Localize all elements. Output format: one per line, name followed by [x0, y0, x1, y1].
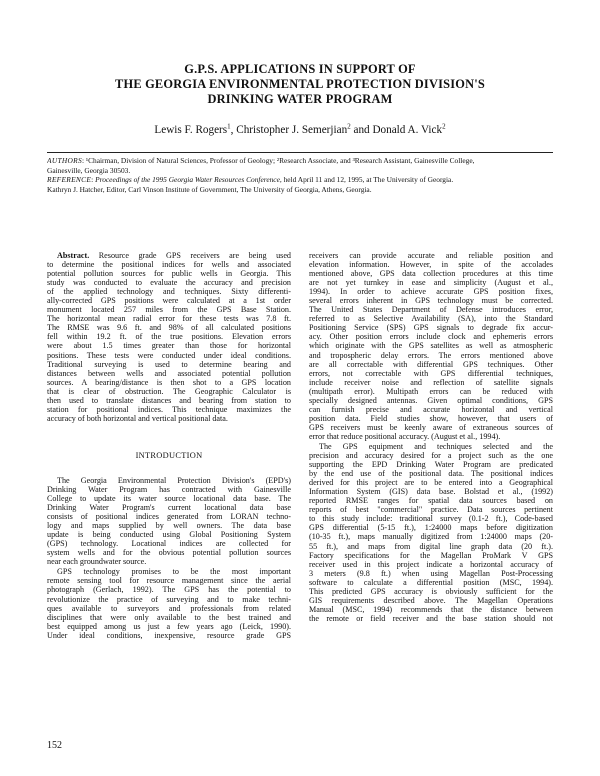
body-line: can furnish precise and accurate horizontal and vertical [309, 404, 553, 414]
body-line: revolutionize the practice of surveying and to make techni- [47, 594, 291, 604]
metadata-rule [47, 152, 553, 153]
reference-separator: : [91, 175, 96, 185]
abstract-line: station for positional indices. This technique maximizes the [47, 404, 291, 414]
body-line: by the end use of the positional data. The positional indices [309, 469, 553, 479]
body-line: several errors inherent in GPS technology must be corrected. [309, 296, 553, 306]
body-paragraph [309, 251, 553, 441]
reference-text: held April 11 and 12, 1995, at The University of Georgia. [281, 175, 454, 185]
body-line: referred to as Selective Availability (SA), into the Standard [309, 314, 553, 324]
author-separator: and [350, 124, 373, 136]
body-line: Information System (GIS) data base. Bolstad et al., (1992) [309, 487, 553, 497]
abstract-line: Traditional surveying is used to determine bearing and [47, 359, 291, 369]
body-line: which originate with the GPS satellites as well as atmospheric [309, 341, 553, 351]
author-name: Lewis F. Rogers [154, 124, 228, 136]
body-line: acy. Other position errors include clock and ephemeris errors [309, 332, 553, 342]
reference-label: REFERENCE [47, 175, 92, 185]
body-line: 3 meters (9.8 ft.) when using Magellan Post-Processing [309, 568, 553, 578]
body-line: Under ideal conditions, inexpensive, resource grade GPS [47, 630, 291, 640]
author-name: Donald A. Vick [372, 124, 443, 136]
body-line: software to calculate a differential position (MSC, 1994). [309, 577, 553, 587]
right-column [309, 251, 553, 623]
body-line: The Georgia Environmental Protection Division's (EPD's) [57, 475, 291, 485]
author-separator: , [230, 124, 237, 136]
abstract-line: then used to translate distances and bearing from station to [47, 395, 291, 405]
body-line: near each groundwater source. [47, 557, 147, 567]
affiliation-address: Gainesville, Georgia 30503. [47, 165, 131, 175]
abstract-line: of the applied technology and techniques. Sixty differenti- [47, 287, 291, 297]
body-line: photograph (Gerlach, 1992). The GPS has the potential to [47, 585, 291, 595]
body-line: logy and maps supplied by well owners. The data base [47, 521, 291, 531]
reference-editor-line: Kathryn J. Hatcher, Editor, Carl Vinson Institute of Government, The University of Georgia, Athens, Georgia. [47, 184, 372, 194]
page-number: 152 [47, 740, 62, 751]
abstract-line: sources. A bearing/distance is then shot to a GPS location [47, 377, 291, 387]
body-line: 1994). In order to achieve accurate GPS position fixes, [309, 287, 553, 297]
body-line: system wells and for the obvious potential pollution sources [47, 548, 291, 558]
body-line: Drinking Water Program has contracted with Gainesville [47, 484, 291, 494]
authors-label: AUTHORS [47, 156, 82, 165]
body-line: Drinking Water Program's current locational data base [47, 503, 291, 513]
body-line: mentioned above, GPS data collection procedures at this time [309, 269, 553, 279]
body-line: This predicted GPS accuracy is obviously sufficient for the [309, 586, 553, 596]
body-line: (10-35 ft.), maps manually digitized from 1:24000 maps (20- [309, 532, 553, 542]
abstract-line: study was conducted to evaluate the accuracy and precision [47, 278, 291, 288]
body-line: error that reduce positional accuracy. (August et al., 1994). [309, 431, 501, 441]
proceedings-title: Proceedings of the 1995 Georgia Water Resources Conference, [95, 175, 282, 185]
body-line: derived for this project are to be entered into a Geographical [309, 478, 553, 488]
body-paragraph [309, 442, 553, 623]
abstract-label: Abstract. [57, 251, 90, 260]
body-line: precision and accuracy desired for a project such as the one [309, 451, 553, 461]
body-line: disciplines that were only available to the best trained and [47, 612, 291, 622]
body-line: GIS requirements described above. The Magellan Operations [309, 595, 553, 605]
body-line: (GPS) technology. Locational indices are collected for [47, 539, 291, 549]
abstract-line: were about 1.5 times greater than those for horizontal [47, 341, 291, 351]
body-line: supporting the EPD Drinking Water Program are predicated [309, 460, 553, 470]
body-line: GPS technology promises to be the most important [57, 567, 291, 577]
reference-line [47, 175, 553, 185]
body-line: update is being conducted using Global Positioning System [47, 530, 291, 540]
author-affiliation-mark: 1 [227, 122, 231, 131]
body-line: The United States Department of Defense introduces error, [309, 305, 553, 315]
body-line: remote sensing tool for resource management since the aerial [47, 576, 291, 586]
body-line: the remote or field receiver and the base station should not [309, 613, 553, 623]
abstract-line: ally-corrected GPS positions were calculated at a 1st order [47, 296, 291, 306]
title-line: G.P.S. APPLICATIONS IN SUPPORT OF [184, 62, 416, 76]
author-affiliation-mark: 2 [442, 122, 446, 131]
abstract-line: fell within 19.2 ft. of the true positions. Elevation errors [47, 332, 291, 342]
section-heading-introduction: INTRODUCTION [135, 450, 203, 460]
title-line: THE GEORGIA ENVIRONMENTAL PROTECTION DIVISION'S [115, 77, 485, 91]
body-line: reported RMSE ranges for spatial data sources based on [309, 496, 553, 506]
abstract-line: The horizontal mean radial error for these tests was 7.8 ft. [47, 314, 291, 324]
abstract-line: accuracy of both horizontal and vertical positional data. [47, 413, 228, 423]
abstract-line: distances between wells and associated potential pollution [47, 368, 291, 378]
body-line: errors, not correctable with GPS differential techniques, [309, 368, 553, 378]
author-list [60, 124, 540, 136]
body-line: consists of positional indices generated from LORAN techno- [47, 512, 291, 522]
body-line: The GPS equipment and techniques selected and the [319, 441, 553, 451]
abstract-line: positions. These tests were conducted under ideal conditions. [47, 350, 291, 360]
body-line: include receiver noise and reflection of satellite signals [309, 377, 553, 387]
body-line: position data. Field studies show, however, that users of [309, 413, 553, 423]
paper-metadata [47, 152, 553, 194]
body-line: (multipath error). Multipath errors can be reduced with [309, 386, 553, 396]
body-line: specially designed antennas. Given optimal conditions, GPS [309, 395, 553, 405]
body-line: and tropospheric delay errors. The errors mentioned above [309, 350, 553, 360]
body-line: GPS receivers must be keenly aware of extraneous sources of [309, 422, 553, 432]
body-line: reports of best "commercial" practice. Data sources pertinent [309, 505, 553, 515]
paper-title [60, 62, 540, 107]
introduction-paragraph [47, 567, 291, 639]
body-line: College to update its water source locational data base. The [47, 493, 291, 503]
body-line: elevation information. However, in spite of the accolades [309, 260, 553, 270]
body-line: Manual (MSC, 1994) recommends that the distance between [309, 604, 553, 614]
abstract-line: potential pollution sources for public wells in Georgia. This [47, 269, 291, 279]
abstract-line: The RMSE was 9.6 ft. and 98% of all calculated positions [47, 323, 291, 333]
abstract [47, 251, 291, 423]
body-line: are all correctable with differential GPS techniques. Other [309, 359, 553, 369]
body-line: to this study include: traditional survey (0.1-2 ft.), Code-based [309, 514, 553, 524]
authors-affiliation [47, 156, 553, 166]
abstract-line: to determine the positional indices for wells and associated [47, 260, 291, 270]
body-line: Positioning Service (SPS) GPS signals to degrade fix accur- [309, 323, 553, 333]
author-name: Christopher J. Semerjian [236, 124, 348, 136]
left-column [47, 251, 291, 640]
abstract-line: that is clear of obstruction. The Geographic Calculator is [47, 386, 291, 396]
abstract-line [47, 251, 291, 260]
body-line: Factory specifications for the Magellan ProMark V GPS [309, 550, 553, 560]
body-line: 55 ft.), and maps from digital line graph data (20 ft.). [309, 541, 553, 551]
body-line: ques available to surveyors and professionals from related [47, 603, 291, 613]
body-line: GPS differential (5-15 ft.), 1:24000 maps before digitization [309, 523, 553, 533]
affiliation-text: : ¹Chairman, Division of Natural Sciences, Professor of Geology; ²Research Associate, and ³Research Assistant, Gainesville College, [81, 156, 475, 165]
abstract-line: monument located 257 miles from the GPS Base Station. [47, 305, 291, 315]
title-line: DRINKING WATER PROGRAM [207, 92, 393, 106]
body-line: best equipped among us just a few years ago (Leick, 1990). [47, 621, 291, 631]
introduction-paragraph [47, 476, 291, 566]
author-affiliation-mark: 2 [347, 122, 351, 131]
body-line: receiver used in this project indicate a horizontal accuracy of [309, 559, 553, 569]
body-line: are not yet turnkey in ease and simplicity (August et al., [309, 278, 553, 288]
abstract-text: Resource grade GPS receivers are being used [98, 251, 291, 260]
body-line: receivers can provide accurate and reliable position and [309, 251, 553, 260]
